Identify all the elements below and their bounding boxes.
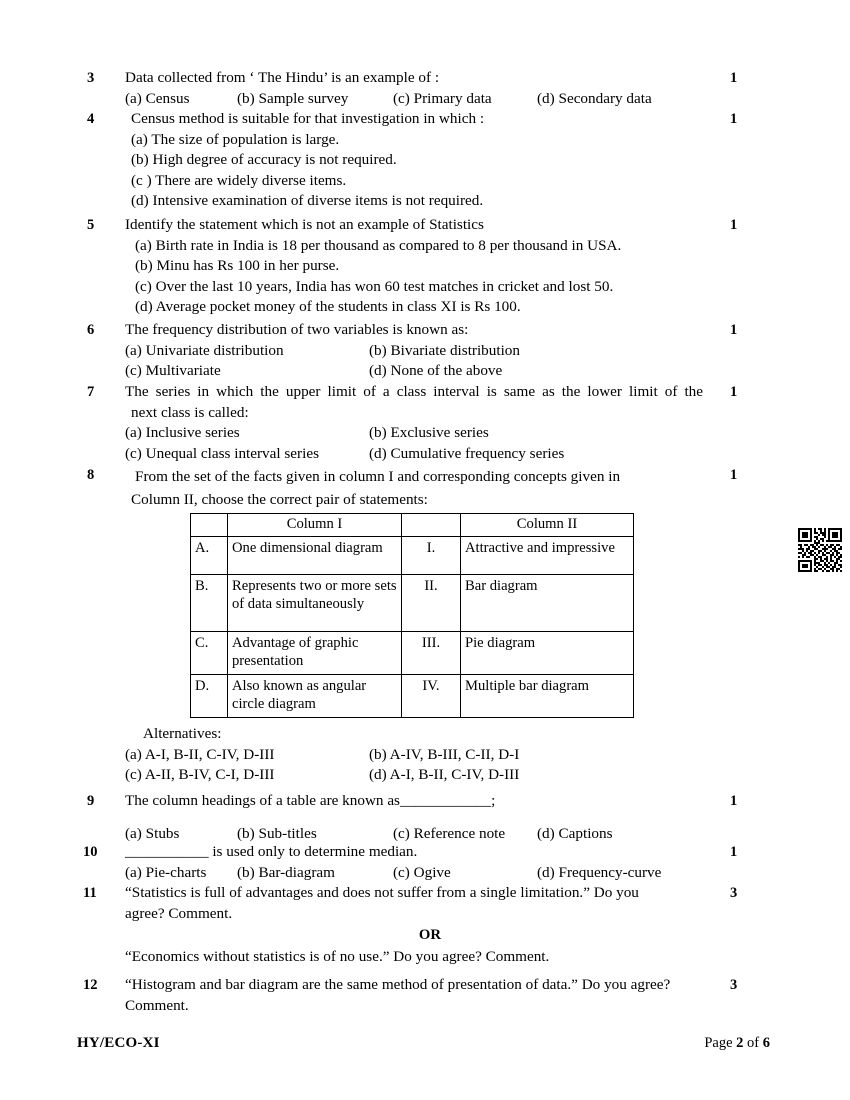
question-5-option-a[interactable]: (a) Birth rate in India is 18 per thousand as compared to 8 per thousand in USA. [135,236,622,254]
question-10-marks: 1 [730,844,738,860]
question-11-marks: 3 [730,885,738,901]
question-12-number: 12 [83,977,98,993]
question-9-option-c[interactable]: (c) Reference note [393,825,506,842]
question-4-option-c[interactable]: (c ) There are widely diverse items. [131,171,347,189]
question-6-options-row-1 [125,341,690,362]
question-8-alternatives-spacer [77,724,125,786]
question-10-options-row [125,863,690,884]
question-7-option-d[interactable]: (d) Cumulative frequency series [369,444,565,462]
question-5-number: 5 [87,217,95,233]
question-7-option-b[interactable]: (b) Exclusive series [369,424,489,441]
row-c-column-ii: Pie diagram [461,631,634,674]
question-8-stem-line-1: From the set of the facts given in column I and corresponding concepts given in [135,468,621,485]
question-4 [77,109,780,212]
question-8-number: 8 [87,467,95,483]
table-row [191,536,634,574]
question-6-option-c[interactable]: (c) Multivariate [125,362,221,379]
question-8-alternatives-body [125,724,690,786]
table-row [191,631,634,674]
question-4-option-b[interactable]: (b) High degree of accuracy is not required. [131,151,397,168]
question-5-marks: 1 [730,217,738,233]
row-d-key: D. [191,674,228,717]
question-5 [77,215,780,318]
question-11 [77,883,793,924]
question-10-number: 10 [83,844,98,860]
row-b-column-i: Represents two or more sets of data simultaneously [228,574,402,631]
table-header-blank-right [402,514,461,537]
question-5-stem: Identify the statement which is not an example of Statistics [125,216,484,233]
question-6-number: 6 [87,322,95,338]
question-8-option-d[interactable]: (d) A-I, B-II, C-IV, D-III [369,766,520,783]
question-3-option-b[interactable]: (b) Sample survey [237,89,349,107]
question-12-body [125,975,703,1016]
question-5-option-d[interactable]: (d) Average pocket money of the students in class XI is Rs 100. [135,298,521,315]
question-6-option-d[interactable]: (d) None of the above [369,362,503,379]
question-6-options-row-2 [125,361,690,382]
question-5-option-c[interactable]: (c) Over the last 10 years, India has won 60 test matches in cricket and lost 50. [135,277,614,295]
question-10-option-c[interactable]: (c) Ogive [393,863,451,881]
question-11-or-body [125,947,690,968]
question-8-option-a[interactable]: (a) A-I, B-II, C-IV, D-III [125,745,275,763]
question-8-options-row-2 [125,765,690,786]
question-8 [77,465,780,511]
row-a-column-i: One dimensional diagram [228,536,402,574]
table-header-column-i: Column I [228,514,402,537]
match-the-columns-table [190,513,634,718]
question-8-options-row-1 [125,745,690,766]
row-a-key: A. [191,536,228,574]
question-3-number: 3 [87,70,95,86]
question-7-option-c[interactable]: (c) Unequal class interval series [125,444,319,462]
footer-page-indicator [640,1035,770,1052]
question-8-alternatives [77,724,780,786]
question-7-stem-line-2: next class is called: [131,403,249,421]
question-4-number: 4 [87,111,95,127]
question-12 [77,975,793,1016]
table-header-column-ii: Column II [461,514,634,537]
row-d-column-i: Also known as angular circle diagram [228,674,402,717]
qr-code [798,528,842,572]
footer-page-number: 2 [736,1035,744,1051]
question-3-option-a[interactable]: (a) Census [125,89,190,107]
question-11-stem-line-1: “Statistics is full of advantages and does not suffer from a single limitation.” Do you [125,884,639,901]
alternatives-label: Alternatives: [143,725,222,742]
question-4-option-a[interactable]: (a) The size of population is large. [131,130,340,148]
question-3-option-c[interactable]: (c) Primary data [393,89,492,107]
question-8-option-b[interactable]: (b) A-IV, B-III, C-II, D-I [369,745,520,763]
question-6-option-a[interactable]: (a) Univariate distribution [125,341,284,359]
question-4-option-d[interactable]: (d) Intensive examination of diverse items is not required. [131,192,484,209]
row-a-roman: I. [402,536,461,574]
question-6-option-b[interactable]: (b) Bivariate distribution [369,341,520,359]
question-9-option-b[interactable]: (b) Sub-titles [237,825,317,842]
question-12-stem-line-2: Comment. [125,996,189,1014]
question-3 [77,68,780,109]
question-7-stem-line-1: The series in which the upper limit of a class interval is same as the lower limit of the [125,383,703,400]
question-10-stem: ___________ is used only to determine median. [125,843,418,860]
question-6 [77,320,780,382]
question-9-option-a[interactable]: (a) Stubs [125,825,180,842]
question-3-stem: Data collected from ‘ The Hindu’ is an example of : [125,69,440,86]
question-3-option-d[interactable]: (d) Secondary data [537,89,652,107]
question-11-number: 11 [83,885,97,901]
question-6-body [125,320,690,382]
question-8-marks: 1 [730,467,738,483]
question-7-body [125,382,703,464]
question-7-number: 7 [87,384,95,400]
question-7-options-row-2 [125,444,703,465]
question-11-or-alternative [77,947,780,968]
question-12-marks: 3 [730,977,738,993]
row-b-column-ii: Bar diagram [461,574,634,631]
question-11-or-spacer [77,947,125,968]
row-b-roman: II. [402,574,461,631]
row-d-column-ii: Multiple bar diagram [461,674,634,717]
row-a-column-ii: Attractive and impressive [461,536,634,574]
question-9 [77,791,780,812]
question-3-options [125,89,690,110]
row-c-key: C. [191,631,228,674]
question-9-stem: The column headings of a table are known as____________; [125,792,496,809]
or-separator: OR [418,927,442,943]
question-10 [77,842,780,883]
question-7-option-a[interactable]: (a) Inclusive series [125,424,240,441]
question-7-marks: 1 [730,384,738,400]
question-8-option-c[interactable]: (c) A-II, B-IV, C-I, D-III [125,766,275,783]
question-9-body [125,791,690,812]
question-4-marks: 1 [730,111,738,127]
question-10-option-d[interactable]: (d) Frequency-curve [537,863,662,881]
table-row [191,574,634,631]
question-9-marks: 1 [730,793,738,809]
question-11-body [125,883,703,924]
question-3-marks: 1 [730,70,738,86]
row-c-roman: III. [402,631,461,674]
question-4-body [125,109,690,212]
question-7 [77,382,793,464]
row-b-key: B. [191,574,228,631]
question-5-body [125,215,690,318]
question-6-stem: The frequency distribution of two variables is known as: [125,321,469,338]
footer-page-middle: of [743,1035,763,1051]
question-7-options-row-1 [125,423,703,444]
question-10-option-b[interactable]: (b) Bar-diagram [237,863,335,881]
question-11-stem-line-2: agree? Comment. [125,904,233,922]
question-10-body [125,842,690,883]
table-header-row [191,514,634,537]
table-header-blank-left [191,514,228,537]
footer-paper-code: HY/ECO-XI [77,1035,160,1051]
question-3-body [125,68,690,109]
question-8-stem-line-2: Column II, choose the correct pair of statements: [131,491,428,508]
question-8-alternatives-marks-spacer [690,724,780,786]
footer-page-prefix: Page [704,1035,737,1051]
question-4-stem: Census method is suitable for that investigation in which : [131,110,485,127]
row-c-column-i: Advantage of graphic presentation [228,631,402,674]
table-row [191,674,634,717]
question-10-option-a[interactable]: (a) Pie-charts [125,863,207,881]
question-8-body [125,465,690,511]
question-11-or-text: “Economics without statistics is of no use.” Do you agree? Comment. [125,948,550,965]
row-d-roman: IV. [402,674,461,717]
question-9-option-d[interactable]: (d) Captions [537,825,613,842]
question-11-or-marks-spacer [690,947,780,968]
question-5-option-b[interactable]: (b) Minu has Rs 100 in her purse. [135,257,340,274]
question-9-number: 9 [87,793,95,809]
question-12-stem-line-1: “Histogram and bar diagram are the same method of presentation of data.” Do you agree? [125,976,671,993]
footer-page-total: 6 [762,1035,770,1051]
question-6-marks: 1 [730,322,738,338]
